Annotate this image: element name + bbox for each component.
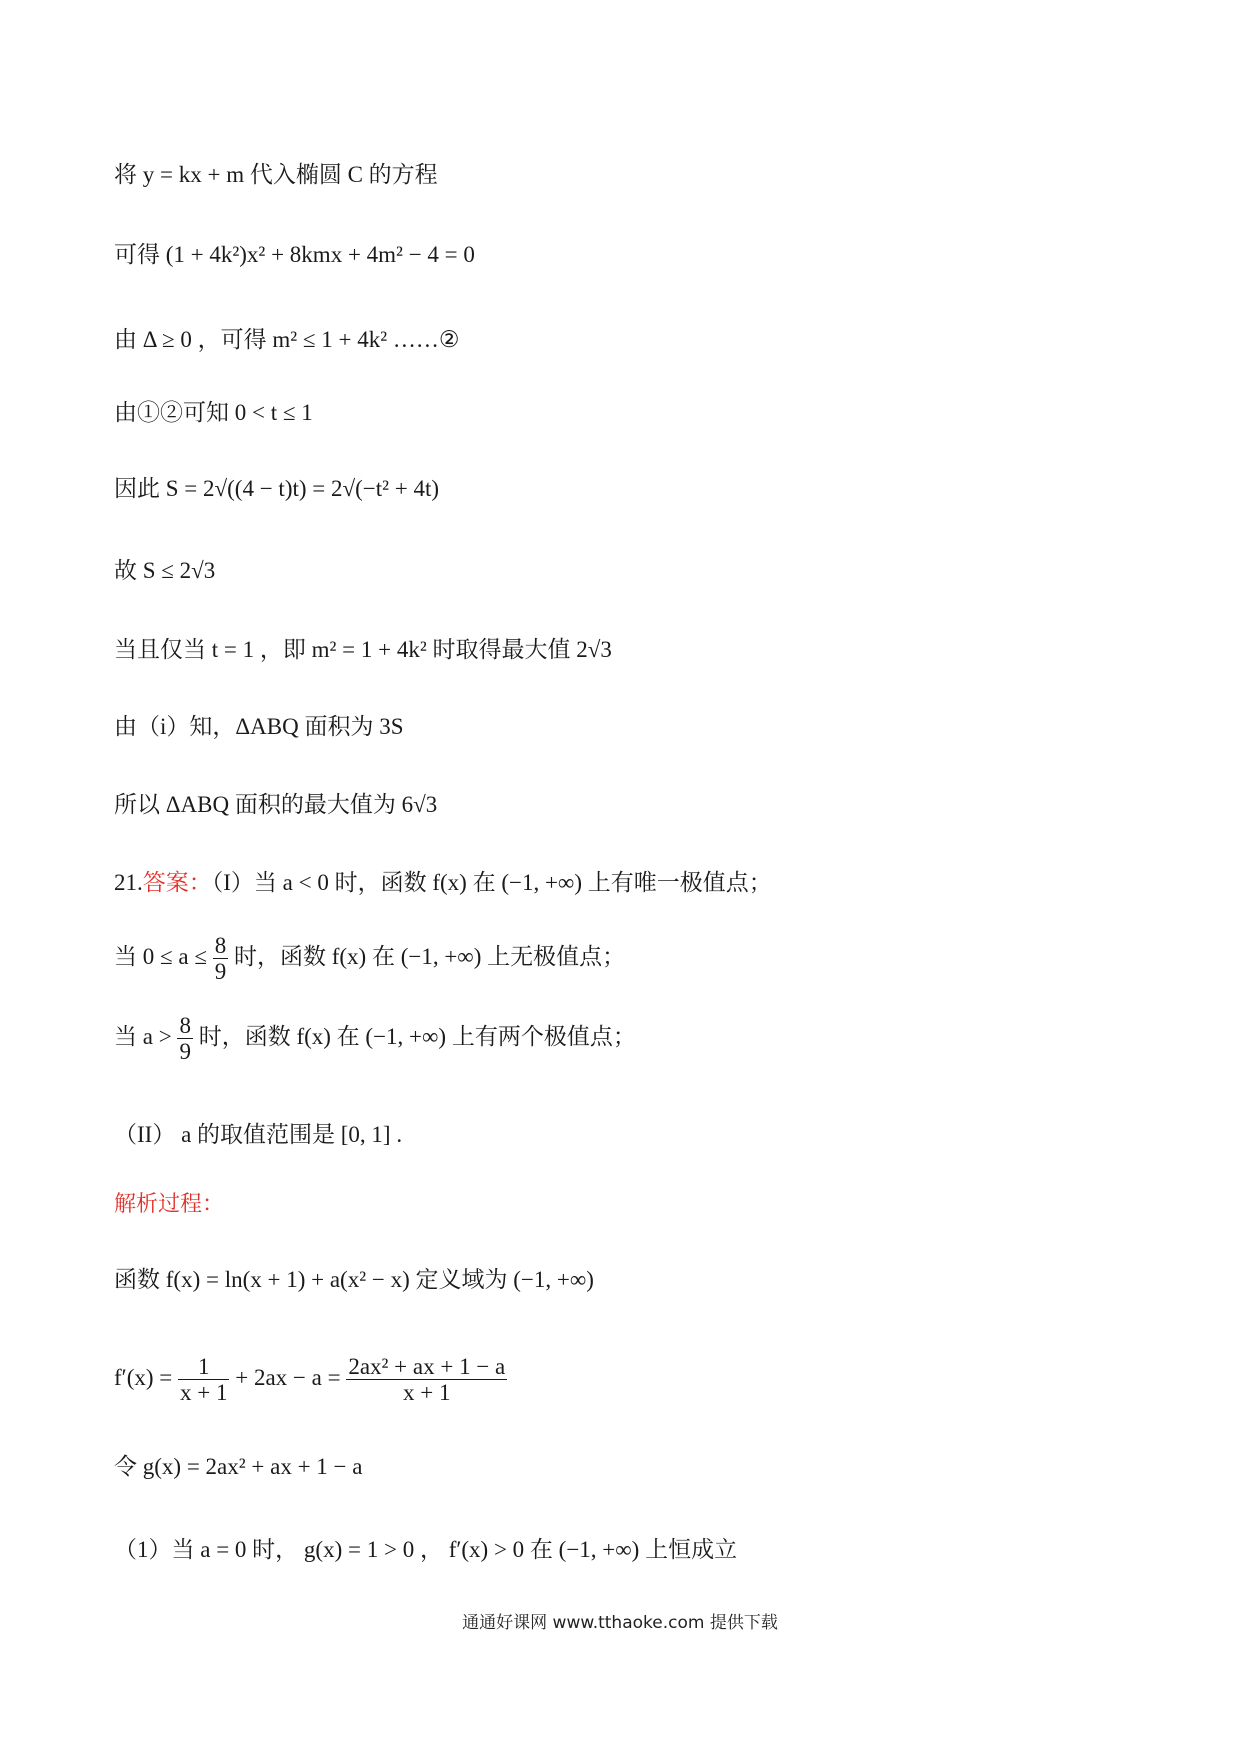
text-line-s-formula: 因此 S = 2√((4 − t)t) = 2√(−t² + 4t): [114, 476, 440, 501]
q21-answer-case1: [114, 868, 772, 898]
analysis-domain-line: 函数 f(x) = ln(x + 1) + a(x² − x) 定义域为 (−1, +∞): [114, 1267, 594, 1292]
q21-answer-case3: [114, 1012, 636, 1065]
text-line-discriminant: 由 Δ ≥ 0 ，可得 m² ≤ 1 + 4k² ……②: [114, 327, 460, 352]
fraction-derivative-simplified: $\frac{\text{2ax² + ax + 1 − a}}{x + 1}$: [348, 1353, 506, 1406]
q21-part2: （II） a 的取值范围是 [0, 1] .: [114, 1122, 403, 1147]
text-line-area-3s: 由（i）知，ΔABQ 面积为 3S: [114, 714, 404, 739]
fraction-8-9: $\frac{8}{9}$: [214, 932, 227, 985]
derivative-middle: + 2ax − a =: [235, 1365, 341, 1390]
text-line-equality-case: 当且仅当 t = 1 ，即 m² = 1 + 4k² 时取得最大值 2√3: [114, 637, 612, 662]
case3-suffix: 时，函数 f(x) 在 (−1, +∞) 上有两个极值点；: [198, 1024, 636, 1049]
q21-number: 21.: [114, 870, 143, 895]
text-line-max-area: 所以 ΔABQ 面积的最大值为 6√3: [114, 792, 438, 817]
case2-prefix: 当 0 ≤ a ≤: [114, 944, 207, 969]
case1-text: （I）当 a < 0 时，函数 f(x) 在 (−1, +∞) 上有唯一极值点；: [211, 870, 772, 895]
answer-label: 答案：: [142, 870, 212, 895]
q21-answer-case2: [114, 932, 625, 985]
text-line-s-bound: 故 S ≤ 2√3: [114, 558, 216, 583]
analysis-case-a-zero: （1）当 a = 0 时， g(x) = 1 > 0 ， f′(x) > 0 在 (−1, +∞) 上恒成立: [114, 1537, 738, 1562]
derivative-lhs: f′(x) =: [114, 1365, 173, 1390]
page-footer: 通通好课网 www.tthaoke.com 提供下载: [462, 1613, 778, 1633]
analysis-g-definition: 令 g(x) = 2ax² + ax + 1 − a: [114, 1454, 363, 1479]
case2-suffix: 时，函数 f(x) 在 (−1, +∞) 上无极值点；: [233, 944, 626, 969]
text-line-t-range: 由①②可知 0 < t ≤ 1: [114, 400, 313, 425]
case3-prefix: 当 a >: [114, 1024, 172, 1049]
text-line-substitute: 将 y = kx + m 代入椭圆 C 的方程: [114, 162, 438, 187]
analysis-derivative: [114, 1348, 507, 1408]
fraction-8-9: $\frac{8}{9}$: [179, 1012, 191, 1065]
fraction-1-over-x-plus-1: $\frac{1}{x + 1}$: [179, 1353, 228, 1406]
text-line-quadratic: 可得 (1 + 4k²)x² + 8kmx + 4m² − 4 = 0: [114, 242, 475, 267]
analysis-label: 解析过程：: [114, 1192, 225, 1217]
